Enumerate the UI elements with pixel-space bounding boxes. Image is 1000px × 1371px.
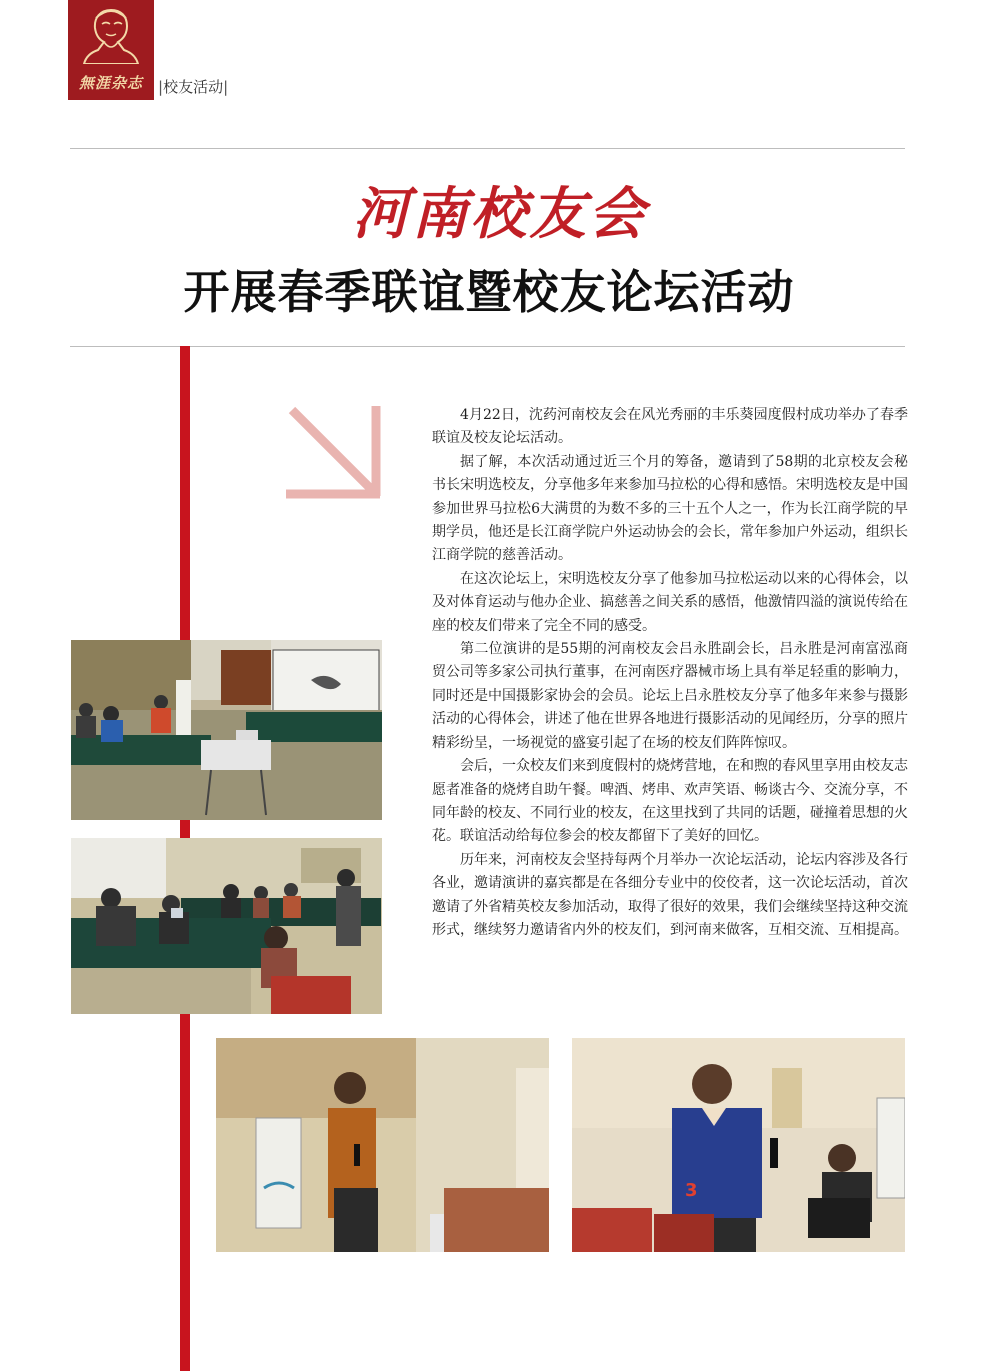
section-bar-left: | xyxy=(158,78,164,96)
article-paragraph-1: 4月22日，沈药河南校友会在风光秀丽的丰乐葵园度假村成功举办了春季联谊及校友论坛活动。 xyxy=(432,407,908,447)
section-label xyxy=(158,76,228,97)
photo-speaker-2 xyxy=(572,1038,905,1252)
section-name: 校友活动 xyxy=(163,78,224,96)
masthead-logo xyxy=(68,0,154,100)
article-paragraph-6: 历年来，河南校友会坚持每两个月举办一次论坛活动，论坛内容涉及各行各业，邀请演讲的嘉宾都是在各细分专业中的佼佼者，这一次论坛活动，首次邀请了外省精英校友参加活动，取得了很好的效果，我们会继续坚持这种交流形式，继续努力邀请省内外的校友们，到河南来做客，互相交流、互相提高。 xyxy=(432,851,908,938)
section-bar-right: | xyxy=(223,78,229,96)
shirt-number: 3 xyxy=(685,1180,698,1201)
article-paragraph-4: 第二位演讲的是55期的河南校友会吕永胜副会长，吕永胜是河南富泓商贸公司等多家公司执行董事，在河南医疗器械市场上具有举足轻重的影响力，同时还是中国摄影家协会的会员。论坛上吕永胜校友分享了他多年来参与摄影活动的心得体会，讲述了他在世界各地进行摄影活动的见闻经历，分享的照片精彩纷呈，一场视觉的盛宴引起了在场的校友们阵阵惊叹。 xyxy=(432,641,908,751)
top-divider xyxy=(70,148,905,149)
photo-forum-projector xyxy=(71,640,382,820)
subheadline: 开展春季联谊暨校友论坛活动 xyxy=(183,265,795,319)
arrow-down-right-icon xyxy=(286,404,382,500)
photo-forum-audience xyxy=(71,838,382,1014)
article-paragraph-3: 在这次论坛上，宋明选校友分享了他参加马拉松运动以来的心得体会，以及对体育运动与他办企业、搞慈善之间关系的感悟，他激情四溢的演说传给在座的校友们带来了完全不同的感受。 xyxy=(432,570,908,634)
portrait-icon xyxy=(78,6,144,64)
headline: 河南校友会 xyxy=(352,182,648,247)
photo-speaker-1 xyxy=(216,1038,549,1252)
title-divider xyxy=(70,346,905,347)
article-body xyxy=(432,404,908,942)
article-paragraph-2: 据了解，本次活动通过近三个月的筹备，邀请到了58期的北京校友会秘书长宋明选校友，分享他多年来参加马拉松的心得和感悟。宋明选校友是中国参加世界马拉松6大满贯的为数不多的三十五个人之一，作为长江商学院的早期学员，他还是长江商学院户外运动协会的会长，常年参加户外运动，组织长江商学院的慈善活动。 xyxy=(432,453,908,564)
article-paragraph-5: 会后，一众校友们来到度假村的烧烤营地，在和煦的春风里享用由校友志愿者准备的烧烤自助午餐。啤酒、烤串、欢声笑语、畅谈古今、交流分享，不同年龄的校友、不同行业的校友，在这里找到了共同的话题，碰撞着思想的火花。联谊活动给每位参会的校友都留下了美好的回忆。 xyxy=(432,758,908,845)
masthead-name: 無涯杂志 xyxy=(78,74,143,92)
